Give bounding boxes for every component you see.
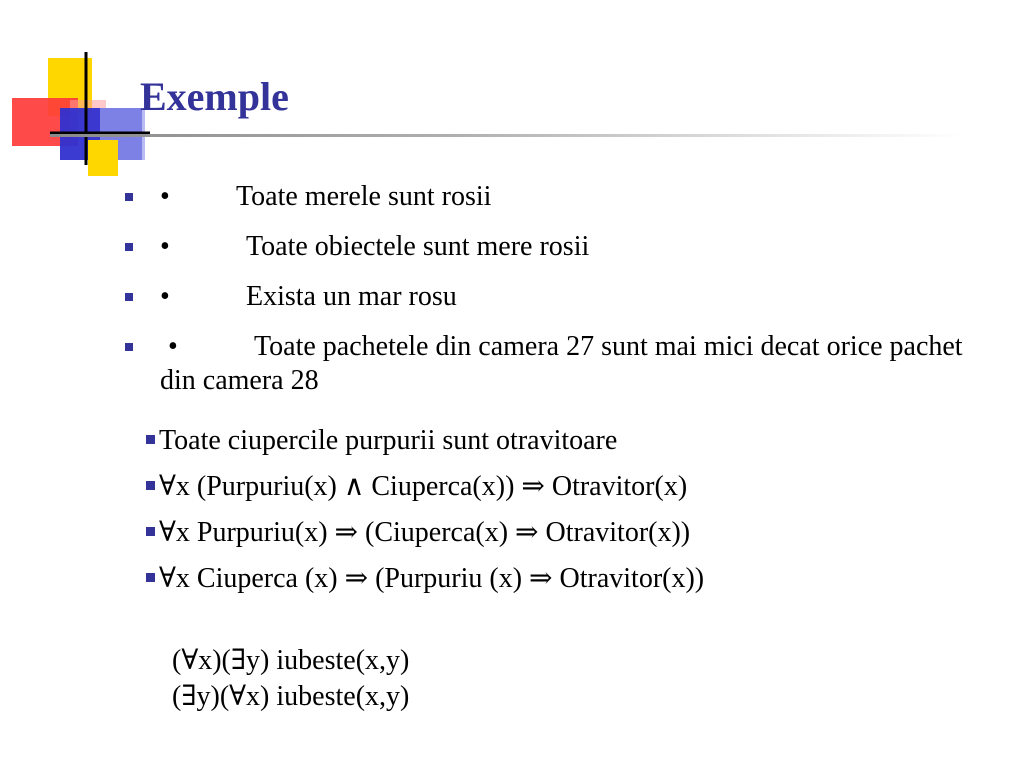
sub-list-item — [146, 470, 704, 504]
main-list-item — [120, 280, 980, 314]
decorative-squares-logo — [0, 0, 150, 190]
square-bullet-icon — [146, 573, 155, 582]
quantifier-line: (∀x)(∃y) iubeste(x,y) — [172, 645, 410, 676]
sub-item-text: ∀x Purpuriu(x) ⇒ (Ciuperca(x) ⇒ Otravitor(x)) — [159, 517, 691, 548]
square-bullet-icon — [125, 243, 133, 251]
main-item-text: Toate obiectele sunt mere rosii — [246, 231, 590, 262]
sub-item-text: ∀x (Purpuriu(x) ∧ Ciuperca(x)) ⇒ Otravitor(x) — [159, 471, 688, 502]
main-list-item — [120, 180, 980, 214]
main-list-item — [120, 230, 980, 264]
square-bullet-icon — [125, 343, 133, 351]
quantifier-examples — [172, 643, 409, 715]
title-underline — [50, 134, 964, 137]
main-item-text: Exista un mar rosu — [246, 281, 457, 312]
square-bullet-icon — [125, 293, 133, 301]
main-item-text: Toate pachetele din camera 27 sunt mai mici decat orice pachet din camera 28 — [160, 331, 963, 396]
square-bullet-icon — [146, 481, 155, 490]
quantifier-line: (∃y)(∀x) iubeste(x,y) — [172, 681, 410, 712]
main-bullet-list — [120, 180, 980, 414]
square-bullet-icon — [125, 193, 133, 201]
dot-bullet-icon: • — [160, 281, 170, 312]
sub-list-item — [146, 562, 704, 596]
square-bullet-icon — [146, 527, 155, 536]
dot-bullet-icon: • — [160, 181, 170, 212]
square-bullet-icon — [146, 435, 155, 444]
sub-item-text: ∀x Ciuperca (x) ⇒ (Purpuriu (x) ⇒ Otravitor(x)) — [159, 563, 705, 594]
sub-bullet-list — [146, 424, 704, 608]
sub-list-item — [146, 424, 704, 458]
sub-list-item — [146, 516, 704, 550]
sub-item-text: Toate ciupercile purpurii sunt otravitoare — [159, 425, 618, 456]
main-list-item — [120, 330, 980, 398]
dot-bullet-icon: • — [168, 331, 178, 362]
dot-bullet-icon: • — [160, 231, 170, 262]
main-item-text: Toate merele sunt rosii — [236, 181, 492, 212]
slide-title: Exemple — [140, 74, 289, 119]
